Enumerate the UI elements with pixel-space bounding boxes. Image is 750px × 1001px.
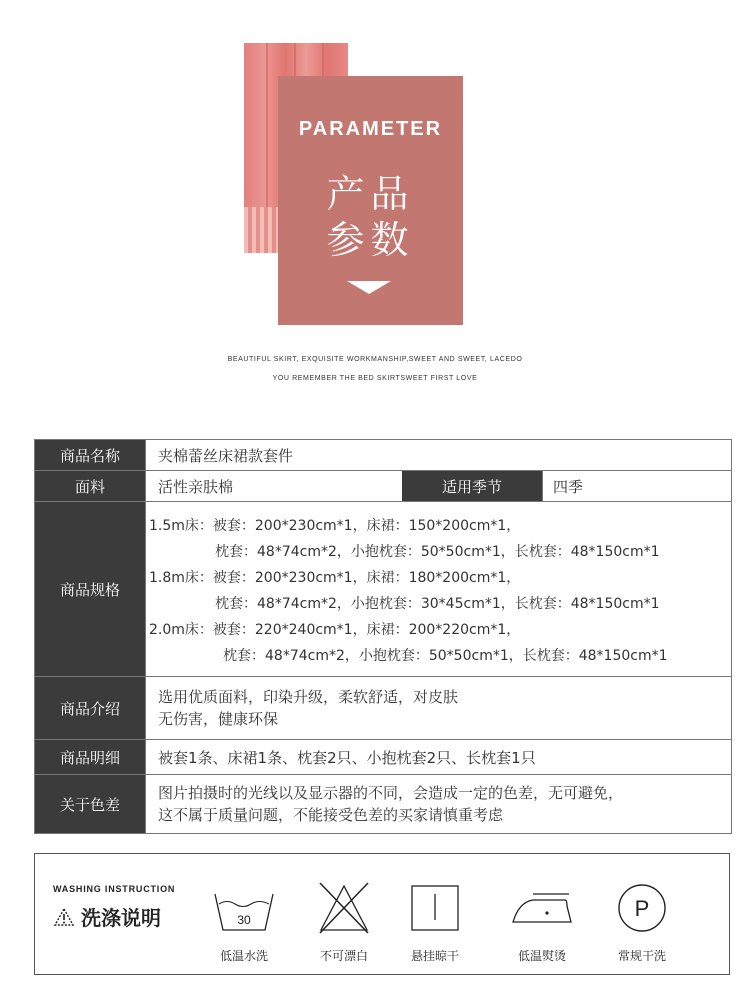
- table-row: [35, 471, 731, 502]
- table-row: [35, 740, 731, 775]
- season-value: 四季: [542, 471, 731, 501]
- wash-label-low-temp: 低温水洗: [219, 949, 268, 963]
- season-label: 适用季节: [402, 471, 542, 501]
- dry-clean-symbol: P: [634, 896, 650, 921]
- spec-line: 枕套：48*74cm*2，小抱枕套：30*45cm*1，长枕套：48*150cm*1: [215, 596, 660, 612]
- table-row: [35, 677, 731, 740]
- wash-temp: 30: [237, 913, 251, 927]
- fabric-value: 活性亲肤棉: [145, 471, 403, 501]
- hang-dry-icon: [410, 884, 460, 932]
- table-row: [35, 440, 731, 471]
- tagline-line-1: BEAUTIFUL SKIRT, EXQUISITE WORKMANSHIP,SWEET AND SWEET, LACEDO: [227, 356, 523, 363]
- color-line-1: 图片拍摄时的光线以及显示器的不同，会造成一定的色差，无可避免，: [158, 784, 624, 802]
- color-line-2: 这不属于质量问题，不能接受色差的买家请慎重考虑: [158, 806, 504, 824]
- wash-tub-30-icon: [213, 890, 275, 934]
- washing-panel: [34, 853, 730, 975]
- spec-line: 2.0m床：被套：220*240cm*1，床裙：200*220cm*1，: [149, 622, 521, 638]
- intro-line-1: 选用优质面料，印染升级，柔软舒适，对皮肤: [158, 688, 459, 706]
- washing-title-cn-text: 洗涤说明: [81, 906, 161, 930]
- color-label: 关于色差: [35, 775, 145, 833]
- parameter-table: [34, 439, 732, 834]
- intro-line-2: 无伤害，健康环保: [158, 710, 279, 728]
- wash-label-hang-dry: 悬挂晾干: [410, 949, 459, 963]
- detail-value: 被套1条、床裙1条、枕套2只、小抱枕套2只、长枕套1只: [145, 740, 731, 774]
- card-title-cn-1: 产品: [326, 172, 415, 216]
- fabric-label: 面料: [35, 471, 145, 501]
- tagline-line-2: YOU REMEMBER THE BED SKIRTSWEET FIRST LOVE: [272, 375, 478, 382]
- spec-line: 枕套：48*74cm*2，小抱枕套：50*50cm*1，长枕套：48*150cm*1: [223, 648, 668, 664]
- wash-label-no-bleach: 不可漂白: [319, 949, 368, 963]
- name-label: 商品名称: [35, 440, 145, 470]
- wash-label-low-iron: 低温熨烫: [517, 949, 566, 963]
- intro-value: [145, 677, 731, 739]
- washing-title-en: WASHING INSTRUCTION: [53, 884, 176, 894]
- warning-triangle-icon: [53, 907, 75, 927]
- intro-label: 商品介绍: [35, 677, 145, 739]
- spec-line: 枕套：48*74cm*2，小抱枕套：50*50cm*1，长枕套：48*150cm*1: [215, 544, 660, 560]
- parameter-card: [278, 76, 463, 325]
- wash-label-dry-clean: 常规干洗: [617, 949, 666, 963]
- low-iron-icon: [509, 888, 575, 928]
- down-arrow-icon: [347, 281, 391, 294]
- name-value: 夹棉蕾丝床裙款套件: [145, 440, 731, 470]
- color-value: [145, 775, 731, 833]
- spec-line: 1.5m床：被套：200*230cm*1，床裙：150*200cm*1，: [149, 518, 521, 534]
- no-bleach-icon: [317, 880, 371, 936]
- detail-label: 商品明细: [35, 740, 145, 774]
- spec-value: [145, 502, 731, 676]
- card-title-cn-2: 参数: [326, 218, 415, 262]
- spec-line: 1.8m床：被套：200*230cm*1，床裙：180*200cm*1，: [149, 570, 521, 586]
- table-row: [35, 775, 731, 834]
- washing-title-cn: [53, 902, 161, 931]
- dry-clean-p-icon: [616, 882, 668, 934]
- card-title-en: PARAMETER: [298, 118, 443, 140]
- spec-label: 商品规格: [35, 502, 145, 676]
- table-row: [35, 502, 731, 677]
